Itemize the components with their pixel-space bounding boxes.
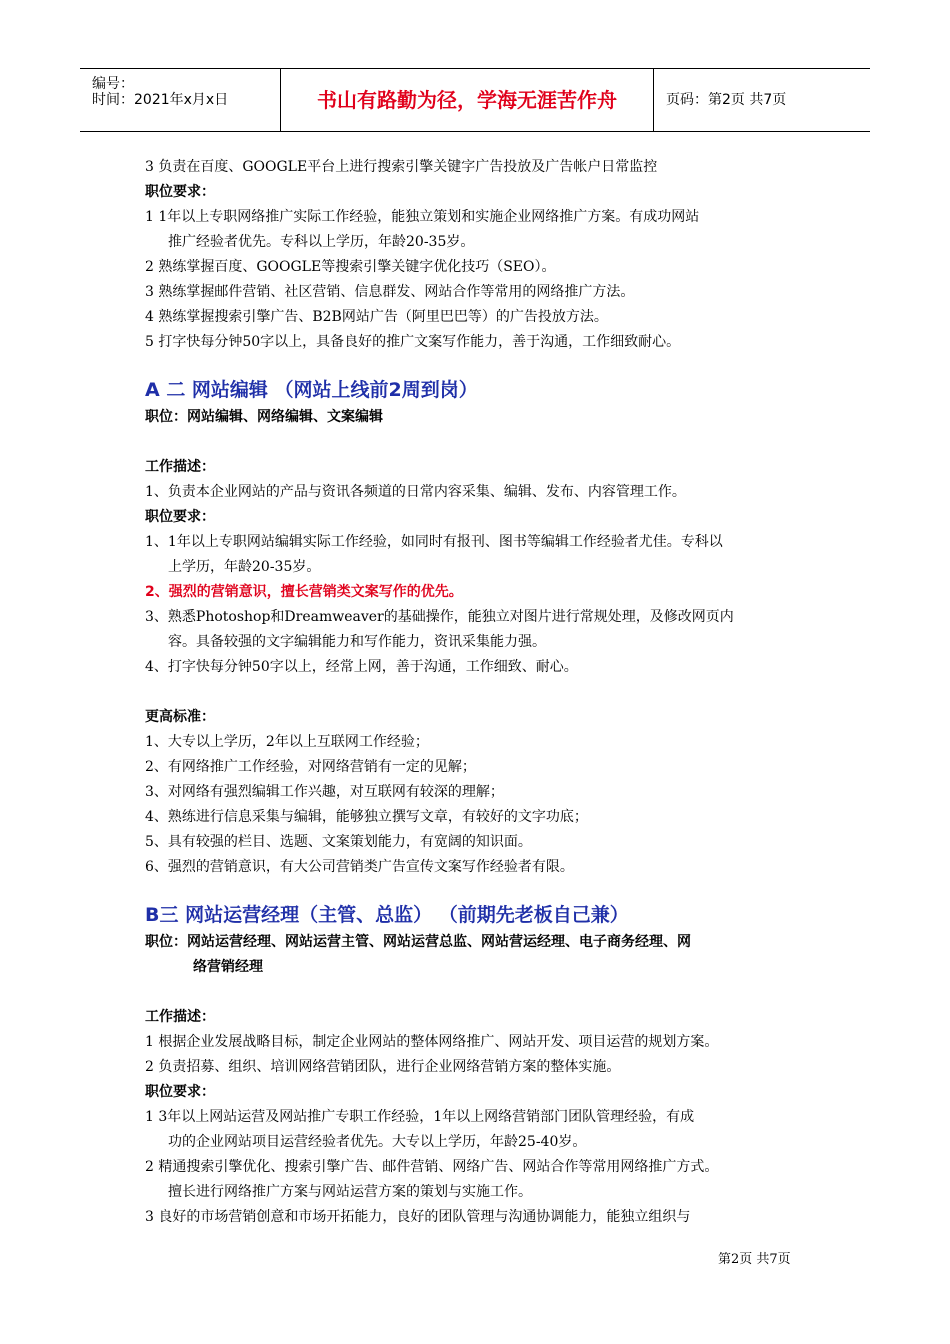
section-label: 职位要求：	[145, 509, 215, 525]
text-line: 1、负责本企业网站的产品与资讯各频道的日常内容采集、编辑、发布、内容管理工作。	[145, 484, 686, 500]
text-line: 擅长进行网络推广方案与网站运营方案的策划与实施工作。	[168, 1184, 532, 1200]
section-label: 工作描述：	[145, 459, 215, 475]
section-heading: A 二 网站编辑 （网站上线前2周到岗）	[145, 379, 478, 401]
text-line: 2 负责招募、组织、培训网络营销团队，进行企业网络营销方案的整体实施。	[145, 1059, 621, 1075]
text-line: 1 1年以上专职网络推广实际工作经验，能独立策划和实施企业网络推广方案。有成功网站	[145, 209, 700, 225]
text-line: 5 打字快每分钟50字以上，具备良好的推广文案写作能力，善于沟通，工作细致耐心。	[145, 334, 681, 350]
text-line: 3 熟练掌握邮件营销、社区营销、信息群发、网站合作等常用的网络推广方法。	[145, 284, 635, 300]
position-label-continued: 络营销经理	[193, 959, 263, 975]
text-line: 5、具有较强的栏目、选题、文案策划能力，有宽阔的知识面。	[145, 834, 532, 850]
header-motto: 书山有路勤为径，学海无涯苦作舟	[281, 69, 654, 131]
section-label: 更高标准：	[145, 709, 215, 725]
text-line: 2 熟练掌握百度、GOOGLE等搜索引擎关键字优化技巧（SEO）。	[145, 259, 556, 275]
page-header	[80, 68, 870, 132]
text-line: 1 3年以上网站运营及网站推广专职工作经验，1年以上网络营销部门团队管理经验，有成	[145, 1109, 695, 1125]
date-label: 时间：2021年x月x日	[92, 92, 229, 108]
section-label: 职位要求：	[145, 1084, 215, 1100]
highlighted-requirement: 2、强烈的营销意识，擅长营销类文案写作的优先。	[145, 584, 463, 600]
text-line: 4、熟练进行信息采集与编辑，能够独立撰写文章，有较好的文字功底；	[145, 809, 588, 825]
text-line: 4 熟练掌握搜索引擎广告、B2B网站广告（阿里巴巴等）的广告投放方法。	[145, 309, 608, 325]
header-page-number: 页码：第2页 共7页	[666, 92, 787, 108]
section-label: 工作描述：	[145, 1009, 215, 1025]
text-line: 2 精通搜索引擎优化、搜索引擎广告、邮件营销、网络广告、网站合作等常用网络推广方式。	[145, 1159, 719, 1175]
page-footer: 第2页 共7页	[718, 1252, 791, 1267]
text-line: 3 良好的市场营销创意和市场开拓能力，良好的团队管理与沟通协调能力，能独立组织与	[145, 1209, 691, 1225]
text-line: 1、大专以上学历，2年以上互联网工作经验；	[145, 734, 429, 750]
text-line: 推广经验者优先。专科以上学历，年龄20-35岁。	[168, 234, 475, 250]
header-meta-cell	[80, 69, 281, 131]
section-heading: B三 网站运营经理（主管、总监） （前期先老板自己兼）	[145, 904, 629, 926]
text-line: 容。具备较强的文字编辑能力和写作能力，资讯采集能力强。	[168, 634, 546, 650]
text-line: 1、1年以上专职网站编辑实际工作经验，如同时有报刊、图书等编辑工作经验者尤佳。专科以	[145, 534, 723, 550]
text-line: 2、有网络推广工作经验，对网络营销有一定的见解；	[145, 759, 476, 775]
text-line: 3、熟悉Photoshop和Dreamweaver的基础操作，能独立对图片进行常规处理，及修改网页内	[145, 609, 734, 625]
text-line: 1 根据企业发展战略目标，制定企业网站的整体网络推广、网站开发、项目运营的规划方案。	[145, 1034, 719, 1050]
text-line: 3 负责在百度、GOOGLE平台上进行搜索引擎关键字广告投放及广告帐户日常监控	[145, 159, 658, 175]
text-line: 6、强烈的营销意识，有大公司营销类广告宣传文案写作经验者有限。	[145, 859, 574, 875]
text-line: 上学历，年龄20-35岁。	[168, 559, 321, 575]
position-label: 职位：网站编辑、网络编辑、文案编辑	[145, 409, 383, 425]
text-line: 功的企业网站项目运营经验者优先。大专以上学历，年龄25-40岁。	[168, 1134, 587, 1150]
number-label: 编号：	[92, 76, 134, 92]
text-line: 4、打字快每分钟50字以上，经常上网，善于沟通，工作细致、耐心。	[145, 659, 578, 675]
position-label: 职位：网站运营经理、网站运营主管、网站运营总监、网站营运经理、电子商务经理、网	[145, 934, 691, 950]
text-line: 3、对网络有强烈编辑工作兴趣，对互联网有较深的理解；	[145, 784, 504, 800]
section-label: 职位要求：	[145, 184, 215, 200]
